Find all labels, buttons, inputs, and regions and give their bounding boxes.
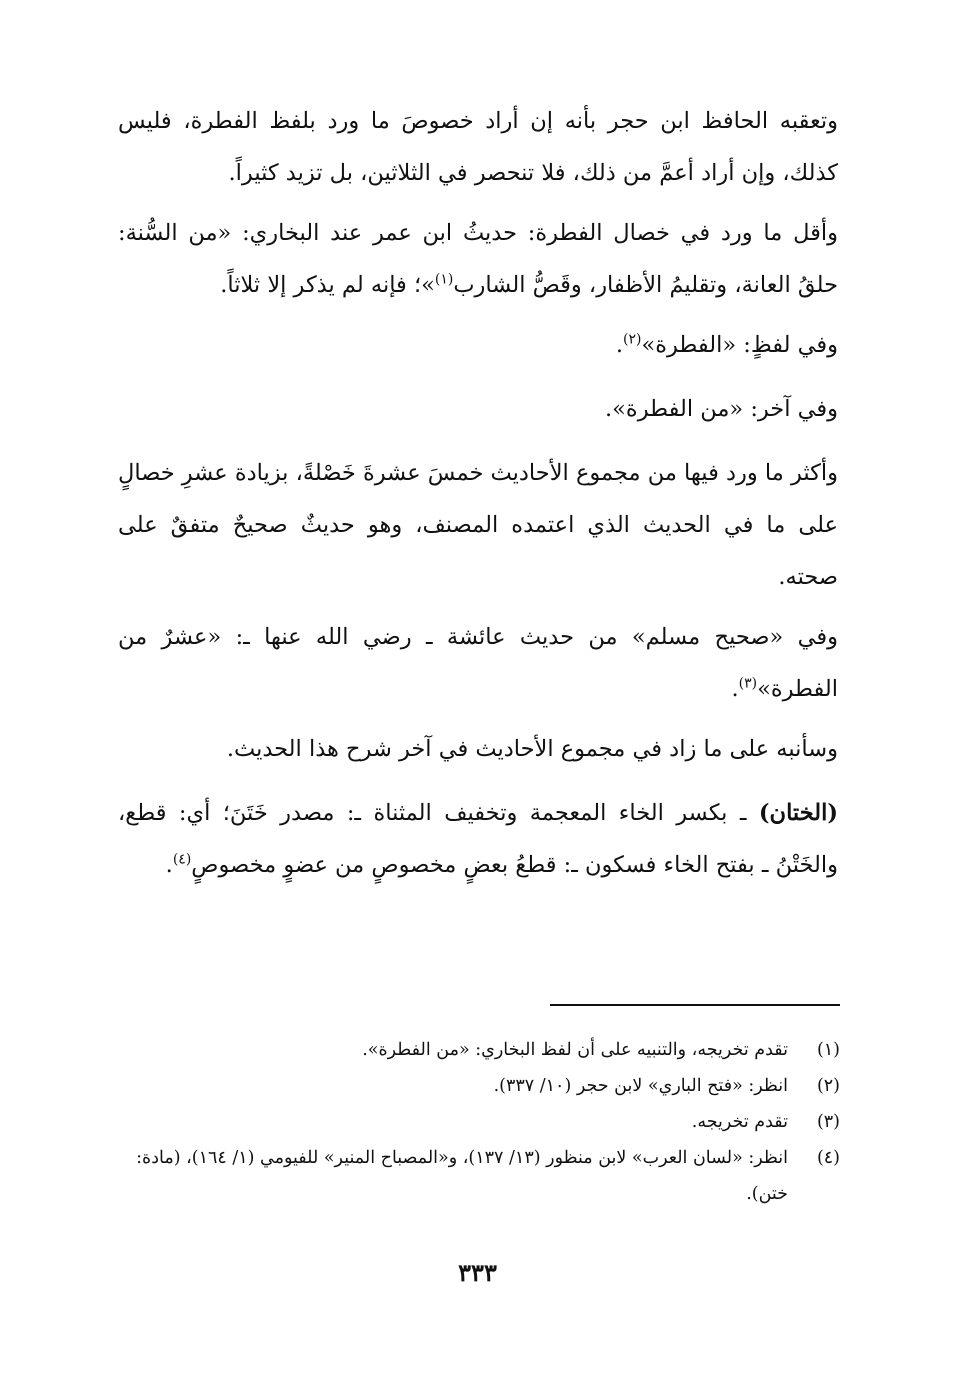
paragraph-1-text: وتعقبه الحافظ ابن حجر بأنه إن أراد خصوصَ ما ورد بلفظ الفطرة، فليس كذلك، وإن أراد أعمَّ من ذلك، فلا تنحصر في الثلاثين، بل تزيد كثيراً. bbox=[118, 108, 838, 186]
footnote-3 bbox=[118, 1104, 840, 1140]
footnote-text: انظر: «لسان العرب» لابن منظور (١٣/ ١٣٧)، و«المصباح المنير» للفيومي (١/ ١٦٤)، (مادة: ختن). bbox=[136, 1148, 788, 1204]
footnote-text: انظر: «فتح الباري» لابن حجر (١٠/ ٣٣٧). bbox=[493, 1076, 788, 1096]
footnote-text: تقدم تخريجه، والتنبيه على أن لفظ البخاري: «من الفطرة». bbox=[362, 1040, 788, 1060]
paragraph-7 bbox=[118, 723, 838, 775]
paragraph-6-text-a: وفي «صحيح مسلم» من حديث عائشة ـ رضي الله عنها ـ: «عشرٌ من الفطرة» bbox=[118, 624, 838, 702]
footnote-ref-2[interactable]: (٢) bbox=[622, 331, 642, 348]
footnote-number: (٣) bbox=[816, 1112, 840, 1132]
footnote-ref-3[interactable]: (٣) bbox=[738, 675, 758, 692]
footnote-number: (٤) bbox=[816, 1148, 840, 1168]
main-text bbox=[118, 95, 838, 899]
footnote-separator bbox=[550, 1004, 840, 1006]
footnote-number: (١) bbox=[816, 1040, 840, 1060]
paragraph-8-text-a: ـ بكسر الخاء المعجمة وتخفيف المثناة ـ: مصدر خَتَنَ؛ أي: قطع، والخَتْنُ ـ بفتح الخاء فسكون ـ: قطعُ بعضٍ مخصوصٍ من عضوٍ مخصوصٍ bbox=[118, 800, 838, 878]
paragraph-4-text: وفي آخر: «من الفطرة». bbox=[605, 396, 838, 422]
footnote-2 bbox=[118, 1068, 840, 1104]
term-heading: (الختان) bbox=[758, 800, 838, 826]
paragraph-2 bbox=[118, 207, 838, 311]
paragraph-5 bbox=[118, 447, 838, 603]
paragraph-1 bbox=[118, 95, 838, 199]
paragraph-8-text-b: . bbox=[165, 852, 173, 878]
paragraph-2-text-b: »؛ فإنه لم يذكر إلا ثلاثاً. bbox=[220, 272, 435, 298]
paragraph-5-text: وأكثر ما ورد فيها من مجموع الأحاديث خمسَ عشرةَ خَصْلةً، بزيادة عشرِ خصالٍ على ما في الحديث الذي اعتمده المصنف، وهو حديثٌ صحيحٌ متفقٌ على صحته. bbox=[118, 460, 838, 590]
paragraph-3-text-b: . bbox=[615, 332, 623, 358]
footnote-ref-1[interactable]: (١) bbox=[434, 271, 454, 288]
footnote-text: تقدم تخريجه. bbox=[691, 1112, 788, 1132]
paragraph-6 bbox=[118, 611, 838, 715]
paragraph-3 bbox=[118, 319, 838, 371]
page-number: ٣٣٣ bbox=[458, 1258, 497, 1287]
paragraph-6-text-b: . bbox=[731, 676, 739, 702]
footnote-4 bbox=[118, 1140, 840, 1212]
footnote-1 bbox=[118, 1032, 840, 1068]
paragraph-4 bbox=[118, 383, 838, 435]
paragraph-7-text: وسأنبه على ما زاد في مجموع الأحاديث في آخر شرح هذا الحديث. bbox=[226, 736, 838, 762]
footnotes bbox=[118, 1032, 840, 1212]
paragraph-3-text-a: وفي لفظٍ: «الفطرة» bbox=[641, 332, 838, 358]
footnote-ref-4[interactable]: (٤) bbox=[172, 851, 192, 868]
paragraph-8 bbox=[118, 787, 838, 891]
footnote-number: (٢) bbox=[816, 1076, 840, 1096]
paragraph-2-text-a: وأقل ما ورد في خصال الفطرة: حديثُ ابن عمر عند البخاري: «من السُّنة: حلقُ العانة، وتقليمُ الأظفار، وقَصُّ الشارب bbox=[118, 220, 838, 298]
